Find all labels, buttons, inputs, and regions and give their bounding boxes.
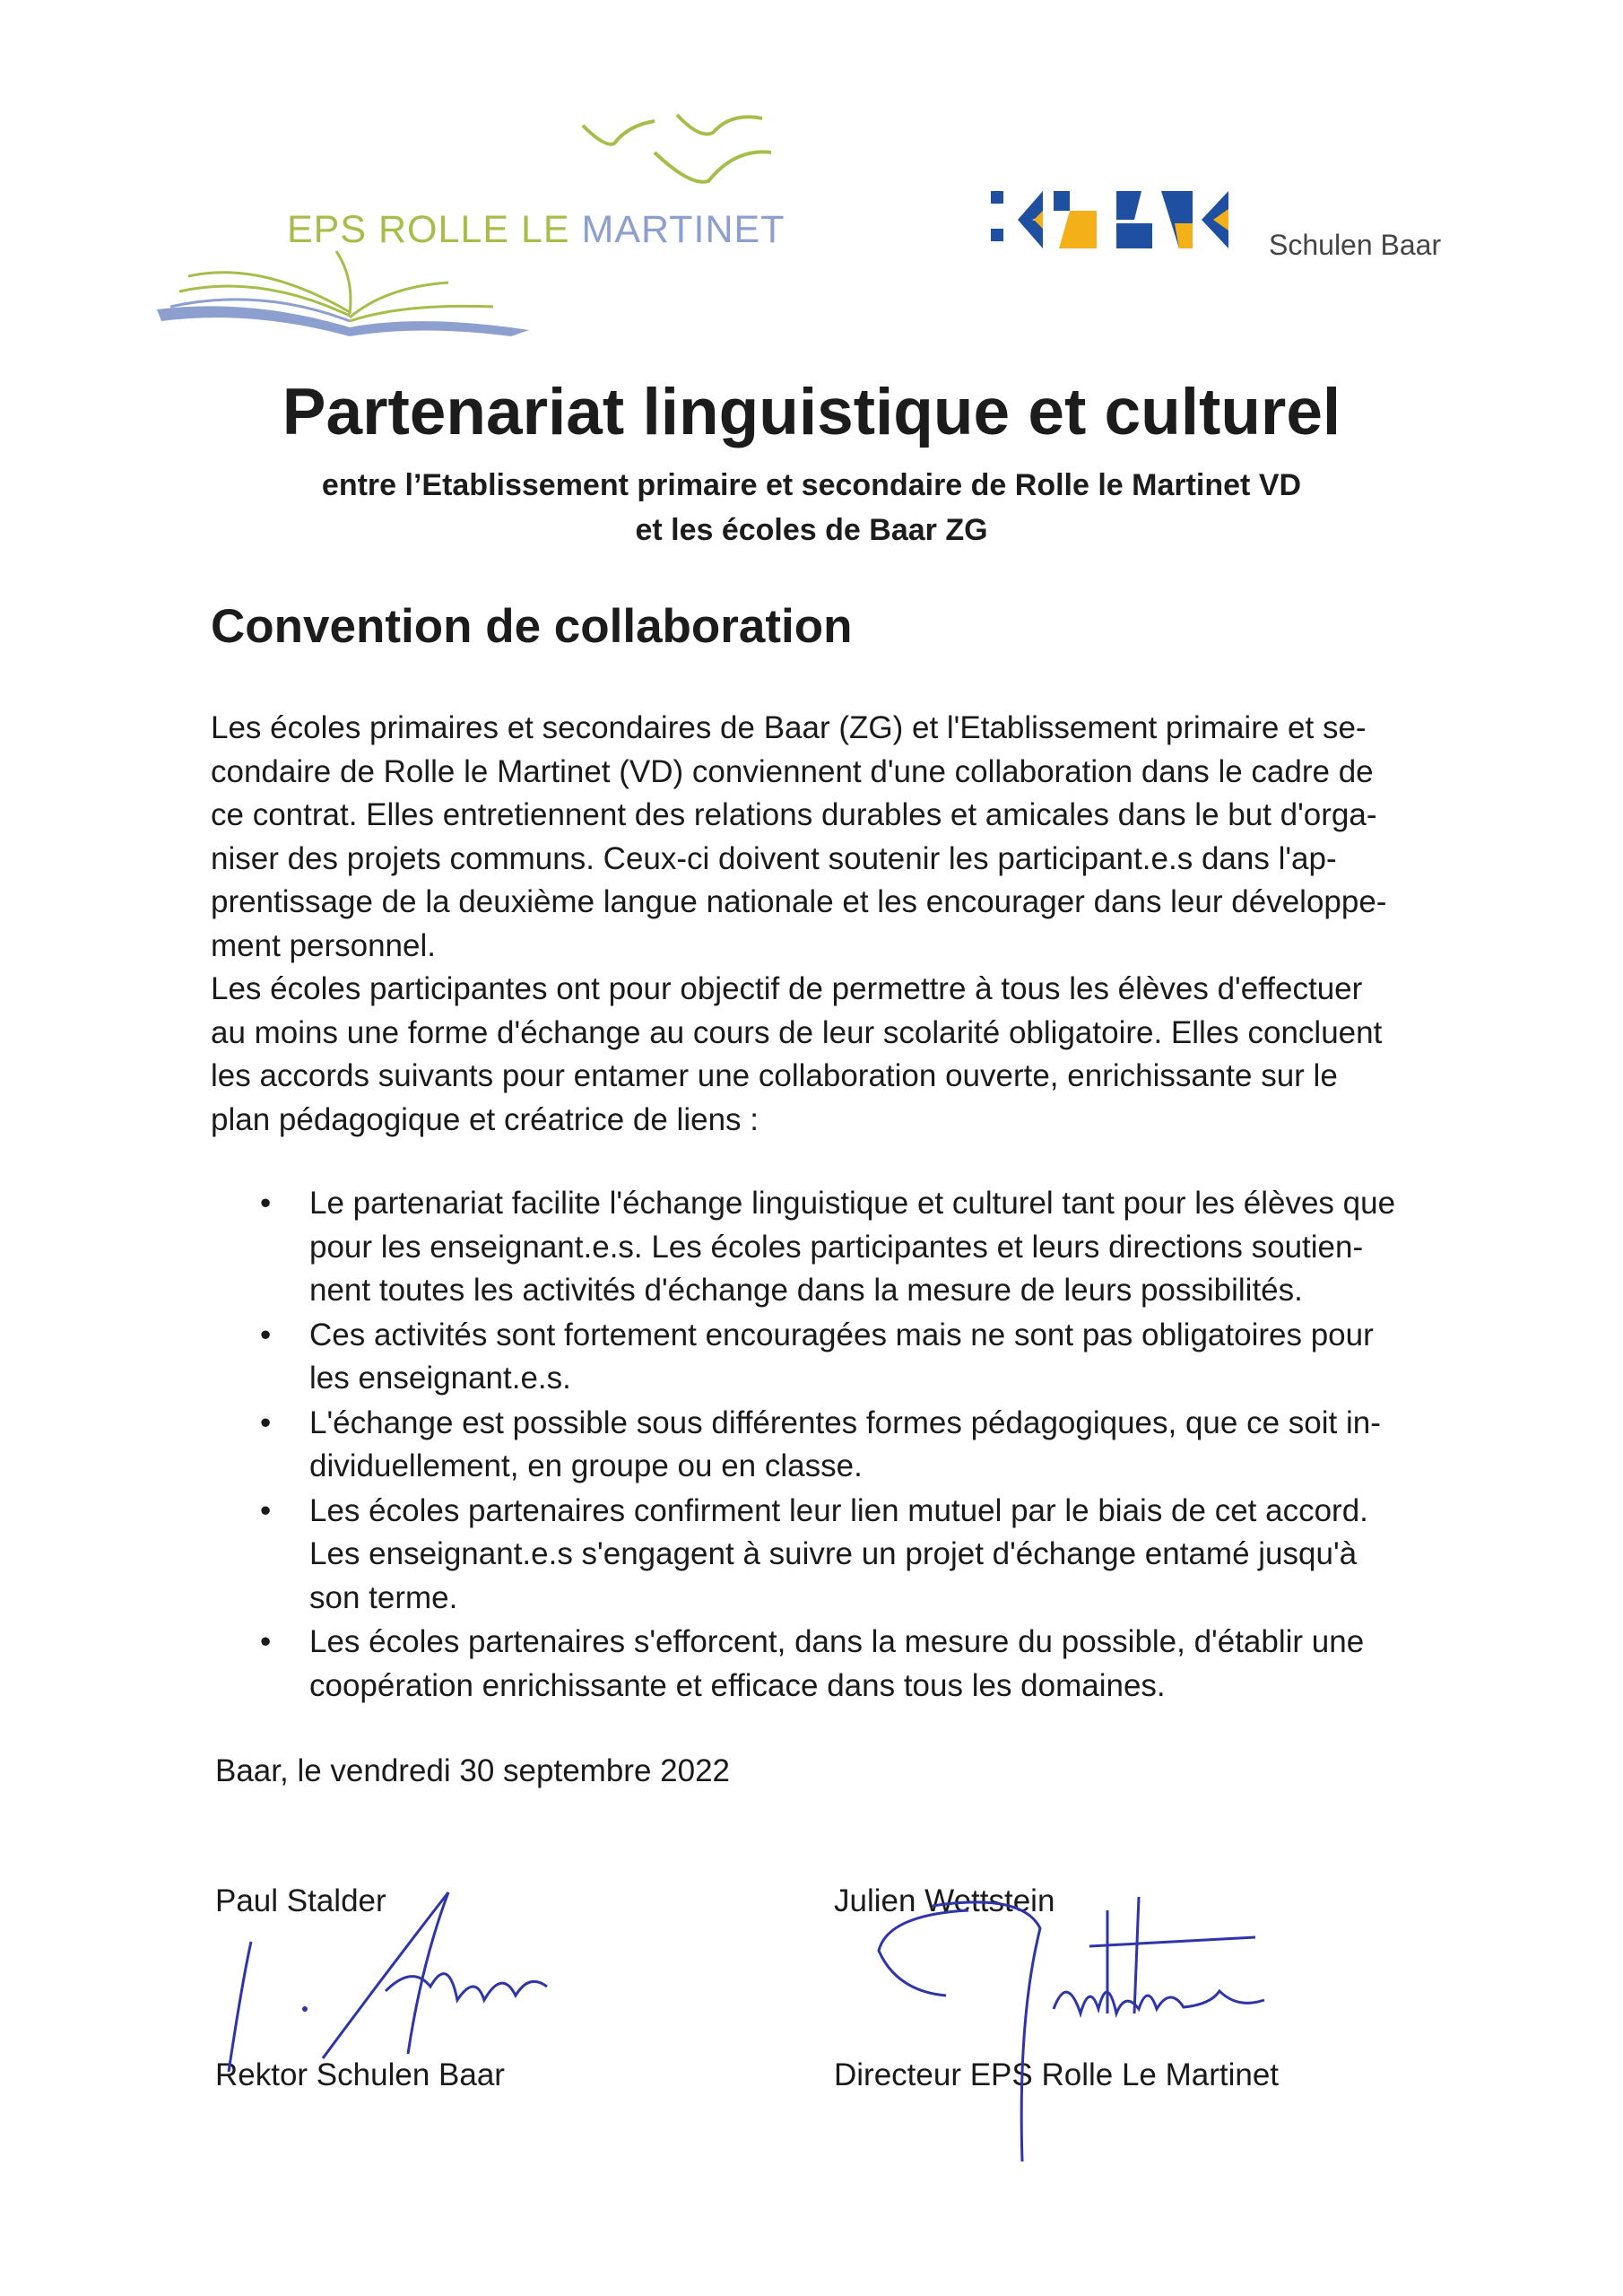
bullet-list <box>260 1182 1480 1709</box>
eps-rolle-logo <box>152 99 816 359</box>
bullet-icon: • <box>260 1492 272 1528</box>
section-heading: Convention de collaboration <box>211 600 853 653</box>
signature-stalder <box>206 1883 610 2099</box>
paragraph-line: les accords suivants pour entamer une collaboration ouverte, enrichissante sur le <box>211 1058 1338 1093</box>
document-title: Partenariat linguistique et culturel <box>282 376 1341 448</box>
paragraph-line: au moins une forme d'échange au cours de leur scolarité obligatoire. Elles concluent <box>211 1014 1383 1050</box>
list-item: • Les écoles partenaires confirment leur lien mutuel par le biais de cet accord. Les enseignant.e.s s'engagent à suivre un projet d'échange entamé jusqu'à son terme. <box>260 1490 1480 1621</box>
paragraph-line: Les écoles participantes ont pour objectif de permettre à tous les élèves d'effectuer <box>211 971 1363 1006</box>
date-line: Baar, le vendredi 30 septembre 2022 <box>215 1753 730 1788</box>
list-item: • Le partenariat facilite l'échange linguistique et culturel tant pour les élèves que pour les enseignant.e.s. Les écoles participantes et leurs directions soutien- nent toutes les activités d'échange dans la mesure de leurs possibilités. <box>260 1182 1480 1313</box>
signatory-name: Paul Stalder <box>215 1883 386 1918</box>
bullet-icon: • <box>260 1405 272 1440</box>
paragraph-line: ment personnel. <box>211 927 436 963</box>
baar-letters-icon <box>991 184 1260 256</box>
eps-logo-text: EPS ROLLE LE MARTINET <box>287 208 785 251</box>
paragraph-line: Les écoles primaires et secondaires de Baar (ZG) et l'Etablissement primaire et se- <box>211 710 1367 745</box>
schulen-baar-caption: Schulen Baar <box>1269 229 1442 261</box>
subtitle-line: entre l’Etablissement primaire et secondaire de Rolle le Martinet VD <box>321 468 1302 502</box>
signature-wettstein <box>861 1874 1327 2170</box>
subtitle-line: et les écoles de Baar ZG <box>635 513 988 547</box>
schulen-baar-logo <box>991 184 1493 265</box>
signatory-name: Julien Wettstein <box>834 1883 1055 1918</box>
paragraph-line: ce contrat. Elles entretiennent des relations durables et amicales dans le but d'orga- <box>211 797 1377 832</box>
paragraph-intro <box>211 707 1448 968</box>
list-item: • L'échange est possible sous différentes formes pédagogiques, que ce soit in- dividuellement, en groupe ou en classe. <box>260 1402 1480 1489</box>
paragraph-line: prentissage de la deuxième langue nationale et les encourager dans leur développe- <box>211 884 1387 919</box>
signatory-role: Rektor Schulen Baar <box>215 2057 505 2092</box>
list-item: • Les écoles partenaires s'efforcent, dans la mesure du possible, d'établir une coopération enrichissante et efficace dans tous les domaines. <box>260 1621 1480 1708</box>
paragraph-line: niser des projets communs. Ceux-ci doivent soutenir les participant.e.s dans l'ap- <box>211 840 1337 876</box>
bullet-icon: • <box>260 1186 272 1221</box>
bullet-icon: • <box>260 1317 272 1352</box>
signatory-role: Directeur EPS Rolle Le Martinet <box>834 2057 1280 2092</box>
bullet-icon: • <box>260 1624 272 1659</box>
list-item: • Ces activités sont fortement encouragées mais ne sont pas obligatoires pour les enseignant.e.s. <box>260 1314 1480 1401</box>
paragraph-line: condaire de Rolle le Martinet (VD) conviennent d'une collaboration dans le cadre de <box>211 753 1374 789</box>
paragraph-line: plan pédagogique et créatrice de liens : <box>211 1101 759 1137</box>
paragraph-objectives <box>211 968 1448 1142</box>
